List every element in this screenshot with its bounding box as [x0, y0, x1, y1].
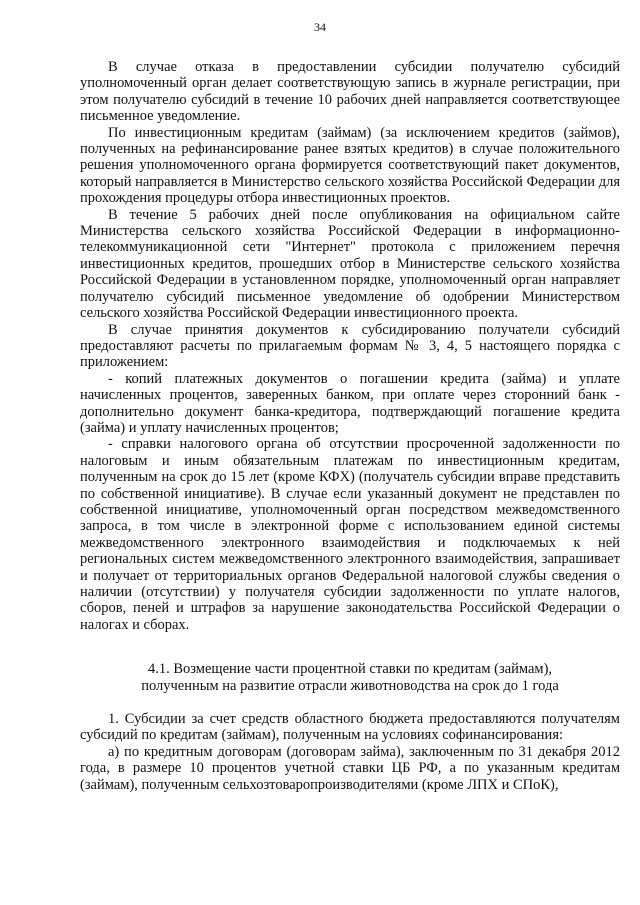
- paragraph-publication: В течение 5 рабочих дней после опубликования на официальном сайте Министерства сельского хозяйства Российской Федерации в информационно-телекоммуникационной сети "Интернет" протокола с приложением перечня инвестиционных кредитов, прошедших отбор в Министерстве сельского хозяйства Российской Федерации в установленном порядке, уполномоченный орган направляет получателю субсидий письменное уведомление об одобрении Министерством сельского хозяйства Российской Федерации инвестиционного проекта.: [80, 206, 620, 322]
- page-number: 34: [314, 20, 326, 34]
- paragraph-payment-docs: - копий платежных документов о погашении кредита (займа) и уплате начисленных процентов, заверенных банком, при оплате через сторонний банк - дополнительно документ банка-кредитора, подтверждающий погашение кредита (займа) и уплату начисленных процентов;: [80, 370, 620, 436]
- document-body: [80, 59, 620, 793]
- paragraph-subsidies-clause-a: а) по кредитным договорам (договорам займа), заключенным по 31 декабря 2012 года, в размере 10 процентов учетной ставки ЦБ РФ, а по указанным кредитам (займам), полученным сельхозтоваропроизводителями (кроме ЛПХ и СПоК),: [80, 743, 620, 793]
- paragraph-subsidies-clause-1: 1. Субсидии за счет средств областного бюджета предоставляются получателям субсидий по кредитам (займам), полученным на условиях софинансирования:: [80, 711, 620, 744]
- paragraph-refusal: В случае отказа в предоставлении субсидии получателю субсидий уполномоченный орган делает соответствующую запись в журнале регистрации, при этом получателю субсидий в течение 10 рабочих дней направляется соответствующее письменное уведомление.: [80, 59, 620, 125]
- paragraph-tax-certificate: - справки налогового органа об отсутствии просроченной задолженности по налоговым и иным обязательным платежам по инвестиционным кредитам, полученным на срок до 15 лет (кроме КФХ) (получатель субсидии вправе представить по собственной инициативе). В случае если указанный документ не представлен по собственной инициативе, уполномоченный орган посредством межведомственного запроса, в том числе в электронной форме с использованием единой системы межведомственного электронного взаимодействия и подключаемых к ней региональных систем межведомственного электронного взаимодействия, запрашивает и получает от территориальных органов Федеральной налоговой службы сведения о наличии (отсутствии) у получателя субсидии задолженности по уплате налогов, сборов, пеней и штрафов за нарушение законодательства Российской Федерации о налогах и сборах.: [80, 436, 620, 633]
- section-heading: [80, 661, 620, 694]
- section-heading-line2: полученным на развитие отрасли животноводства на срок до 1 года: [141, 677, 559, 694]
- section-heading-line1: 4.1. Возмещение части процентной ставки по кредитам (займам),: [147, 661, 553, 678]
- paragraph-investment-credits: По инвестиционным кредитам (займам) (за исключением кредитов (займов), полученных на рефинансирование ранее взятых кредитов) в случае положительного решения уполномоченного органа формируется соответствующий пакет документов, который направляется в Министерство сельского хозяйства Российской Федерации для прохождения процедуры отбора инвестиционных проектов.: [80, 124, 620, 207]
- paragraph-acceptance: В случае принятия документов к субсидированию получатели субсидий предоставляют расчеты по прилагаемым формам № 3, 4, 5 настоящего порядка с приложением:: [80, 321, 620, 371]
